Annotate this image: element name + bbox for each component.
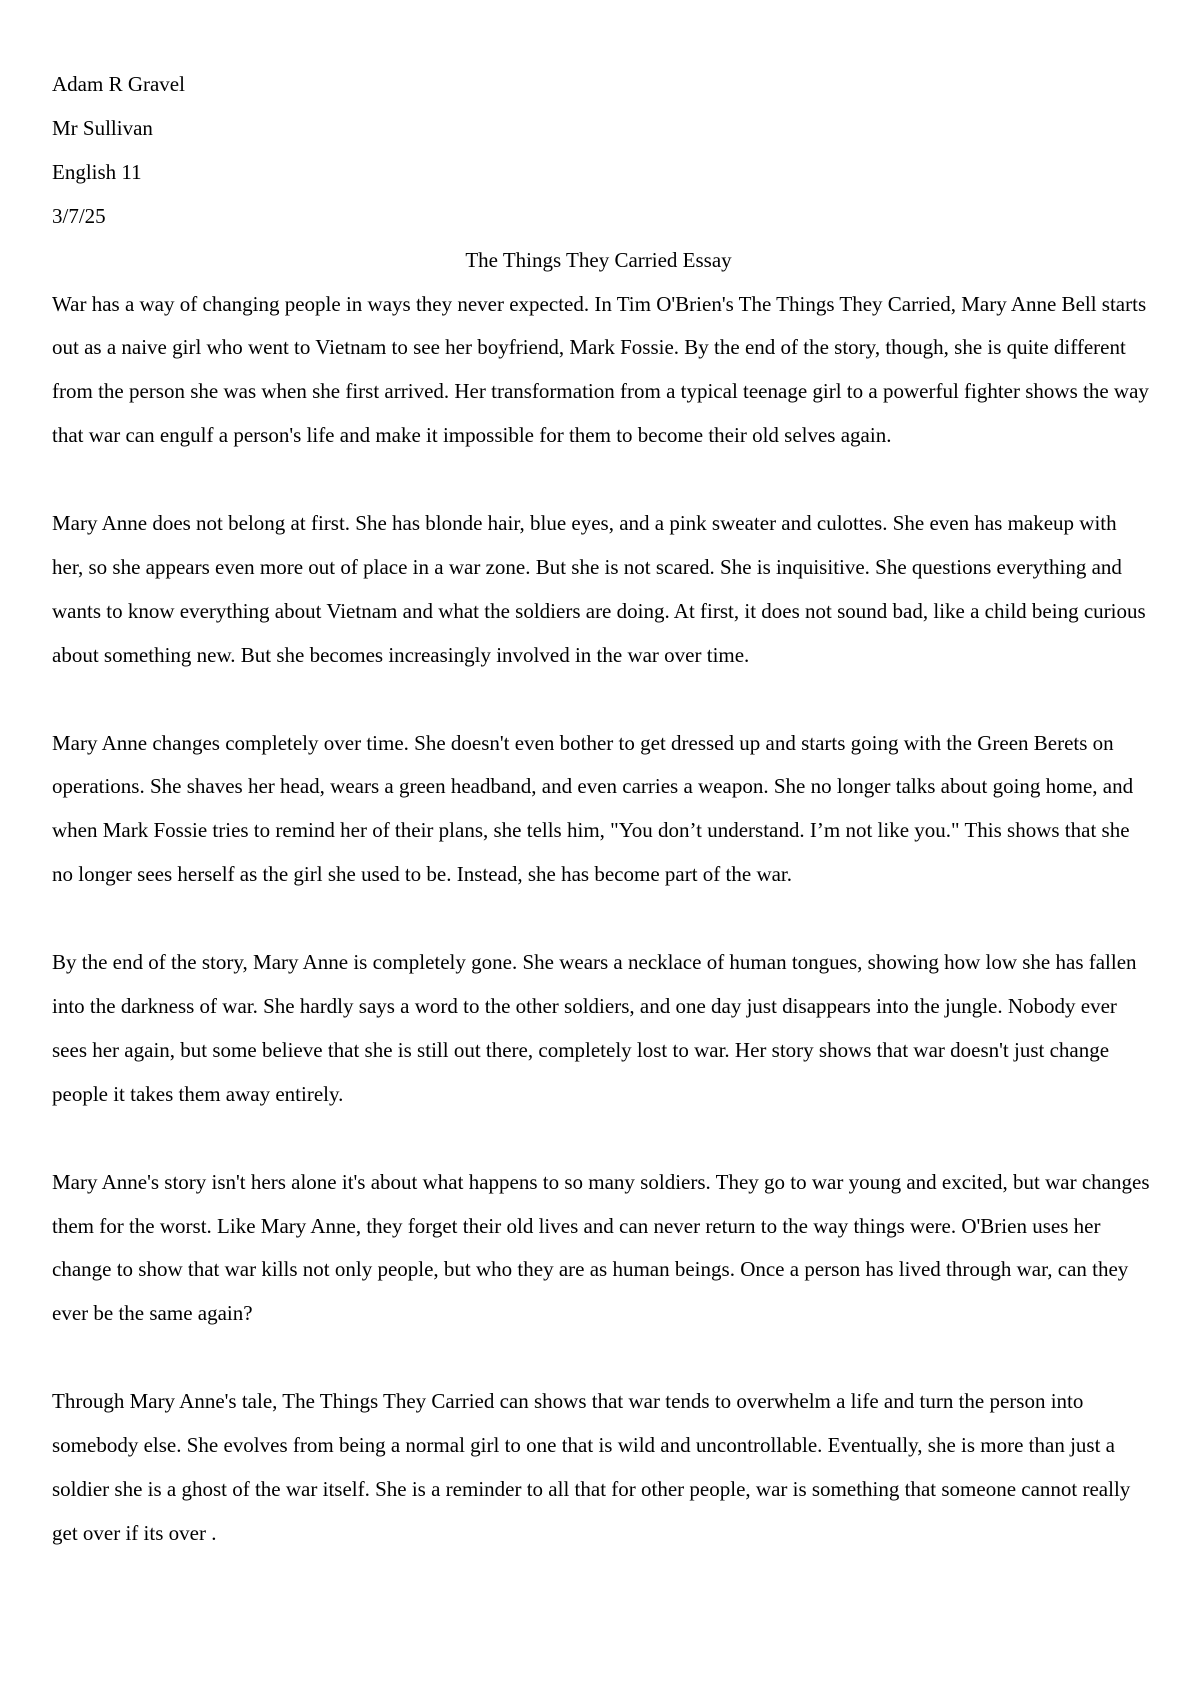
paragraph-body-1: Mary Anne does not belong at first. She has blonde hair, blue eyes, and a pink sweater and culottes. She even has makeup with her, so she appears even more out of place in a war zone. But she is not scared. She is inquisitive. She questions everything and wants to know everything about Vietnam and what the soldiers are doing. At first, it does not sound bad, like a child being curious about something new. But she becomes increasingly involved in the war over time. [52,511,1146,667]
teacher-name: Mr Sullivan [52,115,153,140]
paragraph-introduction: War has a way of changing people in ways they never expected. In Tim O'Brien's The Things They Carried, Mary Anne Bell starts out as a naive girl who went to Vietnam to see her boyfriend, Mark Fossie. By the end of the story, though, she is quite different from the person she was when she first arrived. Her transformation from a typical teenage girl to a powerful fighter shows the way that war can engulf a person's life and make it impossible for them to become their old selves again. [52,291,1149,448]
course-name: English 11 [52,159,142,184]
paragraph-body-4: Mary Anne's story isn't hers alone it's about what happens to so many soldiers. They go to war young and excited, but war changes them for the worst. Like Mary Anne, they forget their old lives and can never return to the way things were. O'Brien uses her change to show that war kills not only people, but who they are as human beings. Once a person has lived through war, can they ever be the same again? [52,1169,1150,1326]
document-body [52,63,1152,1556]
paragraph-body-2: Mary Anne changes completely over time. She doesn't even bother to get dressed up and starts going with the Green Berets on operations. She shaves her head, wears a green headband, and even carries a weapon. She no longer talks about going home, and when Mark Fossie tries to remind her of their plans, she tells him, "You don’t understand. I’m not like you." This shows that she no longer sees herself as the girl she used to be. Instead, she has become part of the war. [52,730,1134,887]
essay-date: 3/7/25 [52,203,106,228]
paragraph-body-3: By the end of the story, Mary Anne is completely gone. She wears a necklace of human tongues, showing how low she has fallen into the darkness of war. She hardly says a word to the other soldiers, and one day just disappears into the jungle. Nobody ever sees her again, but some believe that she is still out there, completely lost to war. Her story shows that war doesn't just change people it takes them away entirely. [52,950,1137,1106]
essay-title: The Things They Carried Essay [465,247,732,272]
student-name: Adam R Gravel [52,72,185,96]
paragraph-conclusion: Through Mary Anne's tale, The Things They Carried can shows that war tends to overwhelm a life and turn the person into somebody else. She evolves from being a normal girl to one that is wild and uncontrollable. Eventually, she is more than just a soldier she is a ghost of the war itself. She is a reminder to all that for other people, war is something that someone cannot really get over if its over . [52,1389,1131,1545]
